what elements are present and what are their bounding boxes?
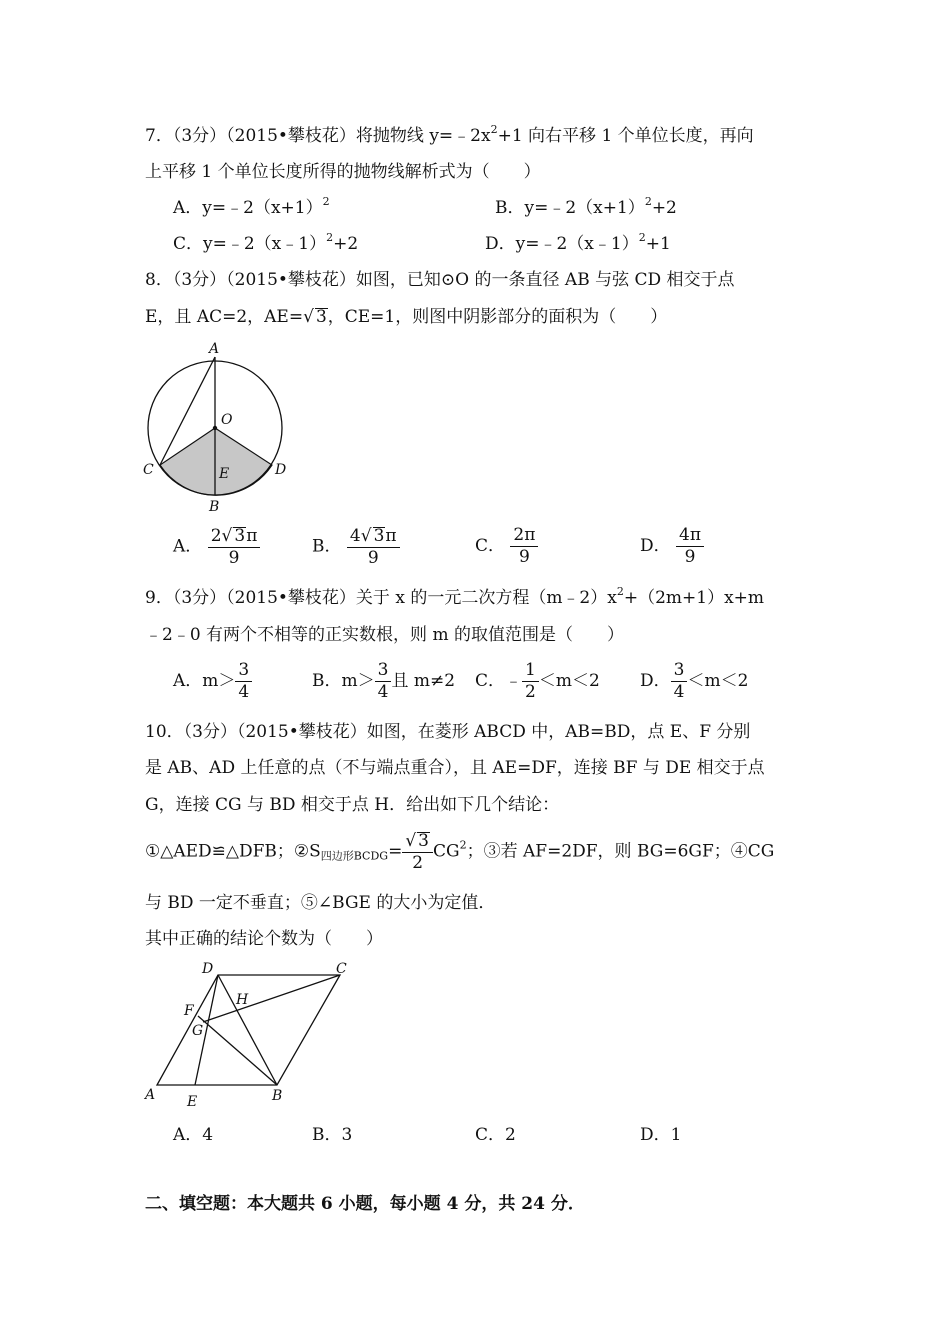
label-a: A [145,1087,156,1103]
q10-option-d: D．1 [640,1125,682,1145]
q10-line2: 是 AB、AD 上任意的点（不与端点重合），且 AE=DF，连接 BF 与 DE 相交于点 [145,758,765,778]
label-e: E [187,1094,198,1110]
q8-line2: E，且 AC=2，AE=√ 3，CE=1，则图中阴影部分的面积为（ ） [145,308,667,326]
q10-option-c: C．2 [475,1125,516,1145]
q8-circle-figure [135,340,295,515]
q8-option-a: A． $\frac{2√ 3\pi}{9}$ [173,527,260,567]
section2-heading: 二、填空题：本大题共 6 小题，每小题 4 分，共 24 分． [145,1194,585,1214]
label-a: A [209,341,220,357]
q7-line1: 7．（3分）（2015•攀枝花）将抛物线 $y=﹣2x^2+1$ 向右平移 1 个单位长度，再向 [145,123,754,146]
q10-line3: G，连接 CG 与 BD 相交于点 H．给出如下几个结论： [145,795,560,815]
q8-option-b: B． $\frac{4√ 3\pi}{9}$ [312,527,400,567]
q10-option-a: A．4 [173,1125,214,1145]
q9-line2: ﹣2﹣0 有两个不相等的正实数根，则 m 的取值范围是（ ） [145,625,624,645]
q7-option-c: C．y=﹣2（x﹣1）$^2$+2 [173,231,359,254]
q9-option-d: D． $\frac{3}{4}$ ＜m＜2 [640,660,749,702]
label-c: C [143,462,154,478]
label-h: H [236,992,249,1008]
q10-line6: 其中正确的结论个数为（ ） [145,929,383,949]
q7-line2: 上平移 1 个单位长度所得的抛物线解析式为（ ） [145,162,541,182]
q7-option-b: B．$y=﹣2(x+1)^2+2$ [495,195,677,218]
q8-option-c: C． $\frac{2\pi}{9}$ [475,527,538,566]
rhombus-abcd [157,975,340,1085]
label-d: D [275,462,287,478]
label-b: B [272,1088,283,1104]
q8-option-d: D． $\frac{4\pi}{9}$ [640,527,704,566]
q10-rhombus-figure [140,960,360,1110]
label-g: G [192,1023,204,1039]
q9-option-a: A．m＞ $\frac{3}{4}$ [173,662,252,701]
label-d: D [202,961,214,977]
label-b: B [209,499,220,515]
shaded-sector [160,428,272,495]
q10-line4: ①△AED≌△DFB；$②S_{四边形BCDG}=$ √ $\frac{3}{2}$ $CG^2$；③若 AF=2DF，则 BG=6GF；④CG [145,832,774,872]
label-e: E [219,466,230,482]
segment-bf [198,1016,277,1085]
q9-option-c: C．﹣ $\frac{1}{2}$ ＜m＜2 [475,660,600,702]
q10-option-b: B．3 [312,1125,353,1145]
q8-line1: 8．（3分）（2015•攀枝花）如图，已知⊙O 的一条直径 AB 与弦 CD 相交于点 [145,270,735,290]
segment-cg [203,975,340,1022]
q9-line1: 9．（3分）（2015•攀枝花）关于 x 的一元二次方程$(m﹣2)x^2+(2m+1)x+m$ [145,585,765,608]
label-o: O [221,412,233,428]
q10-line1: 10．（3分）（2015•攀枝花）如图，在菱形 ABCD 中，AB=BD，点 E、F 分别 [145,722,751,742]
q10-line5: 与 BD 一定不垂直；⑤∠BGE 的大小为定值． [145,893,496,913]
q9-option-b: B．m＞ $\frac{3}{4}$ 且 m≠2 [312,660,456,702]
label-f: F [184,1003,194,1019]
center-point [213,426,217,430]
q7-option-a: A．$y=﹣2(x+1)^2$ [173,195,330,218]
label-c: C [336,961,347,977]
q7-option-d: D．y=﹣2（x﹣1）$^2$+1 [485,231,671,254]
